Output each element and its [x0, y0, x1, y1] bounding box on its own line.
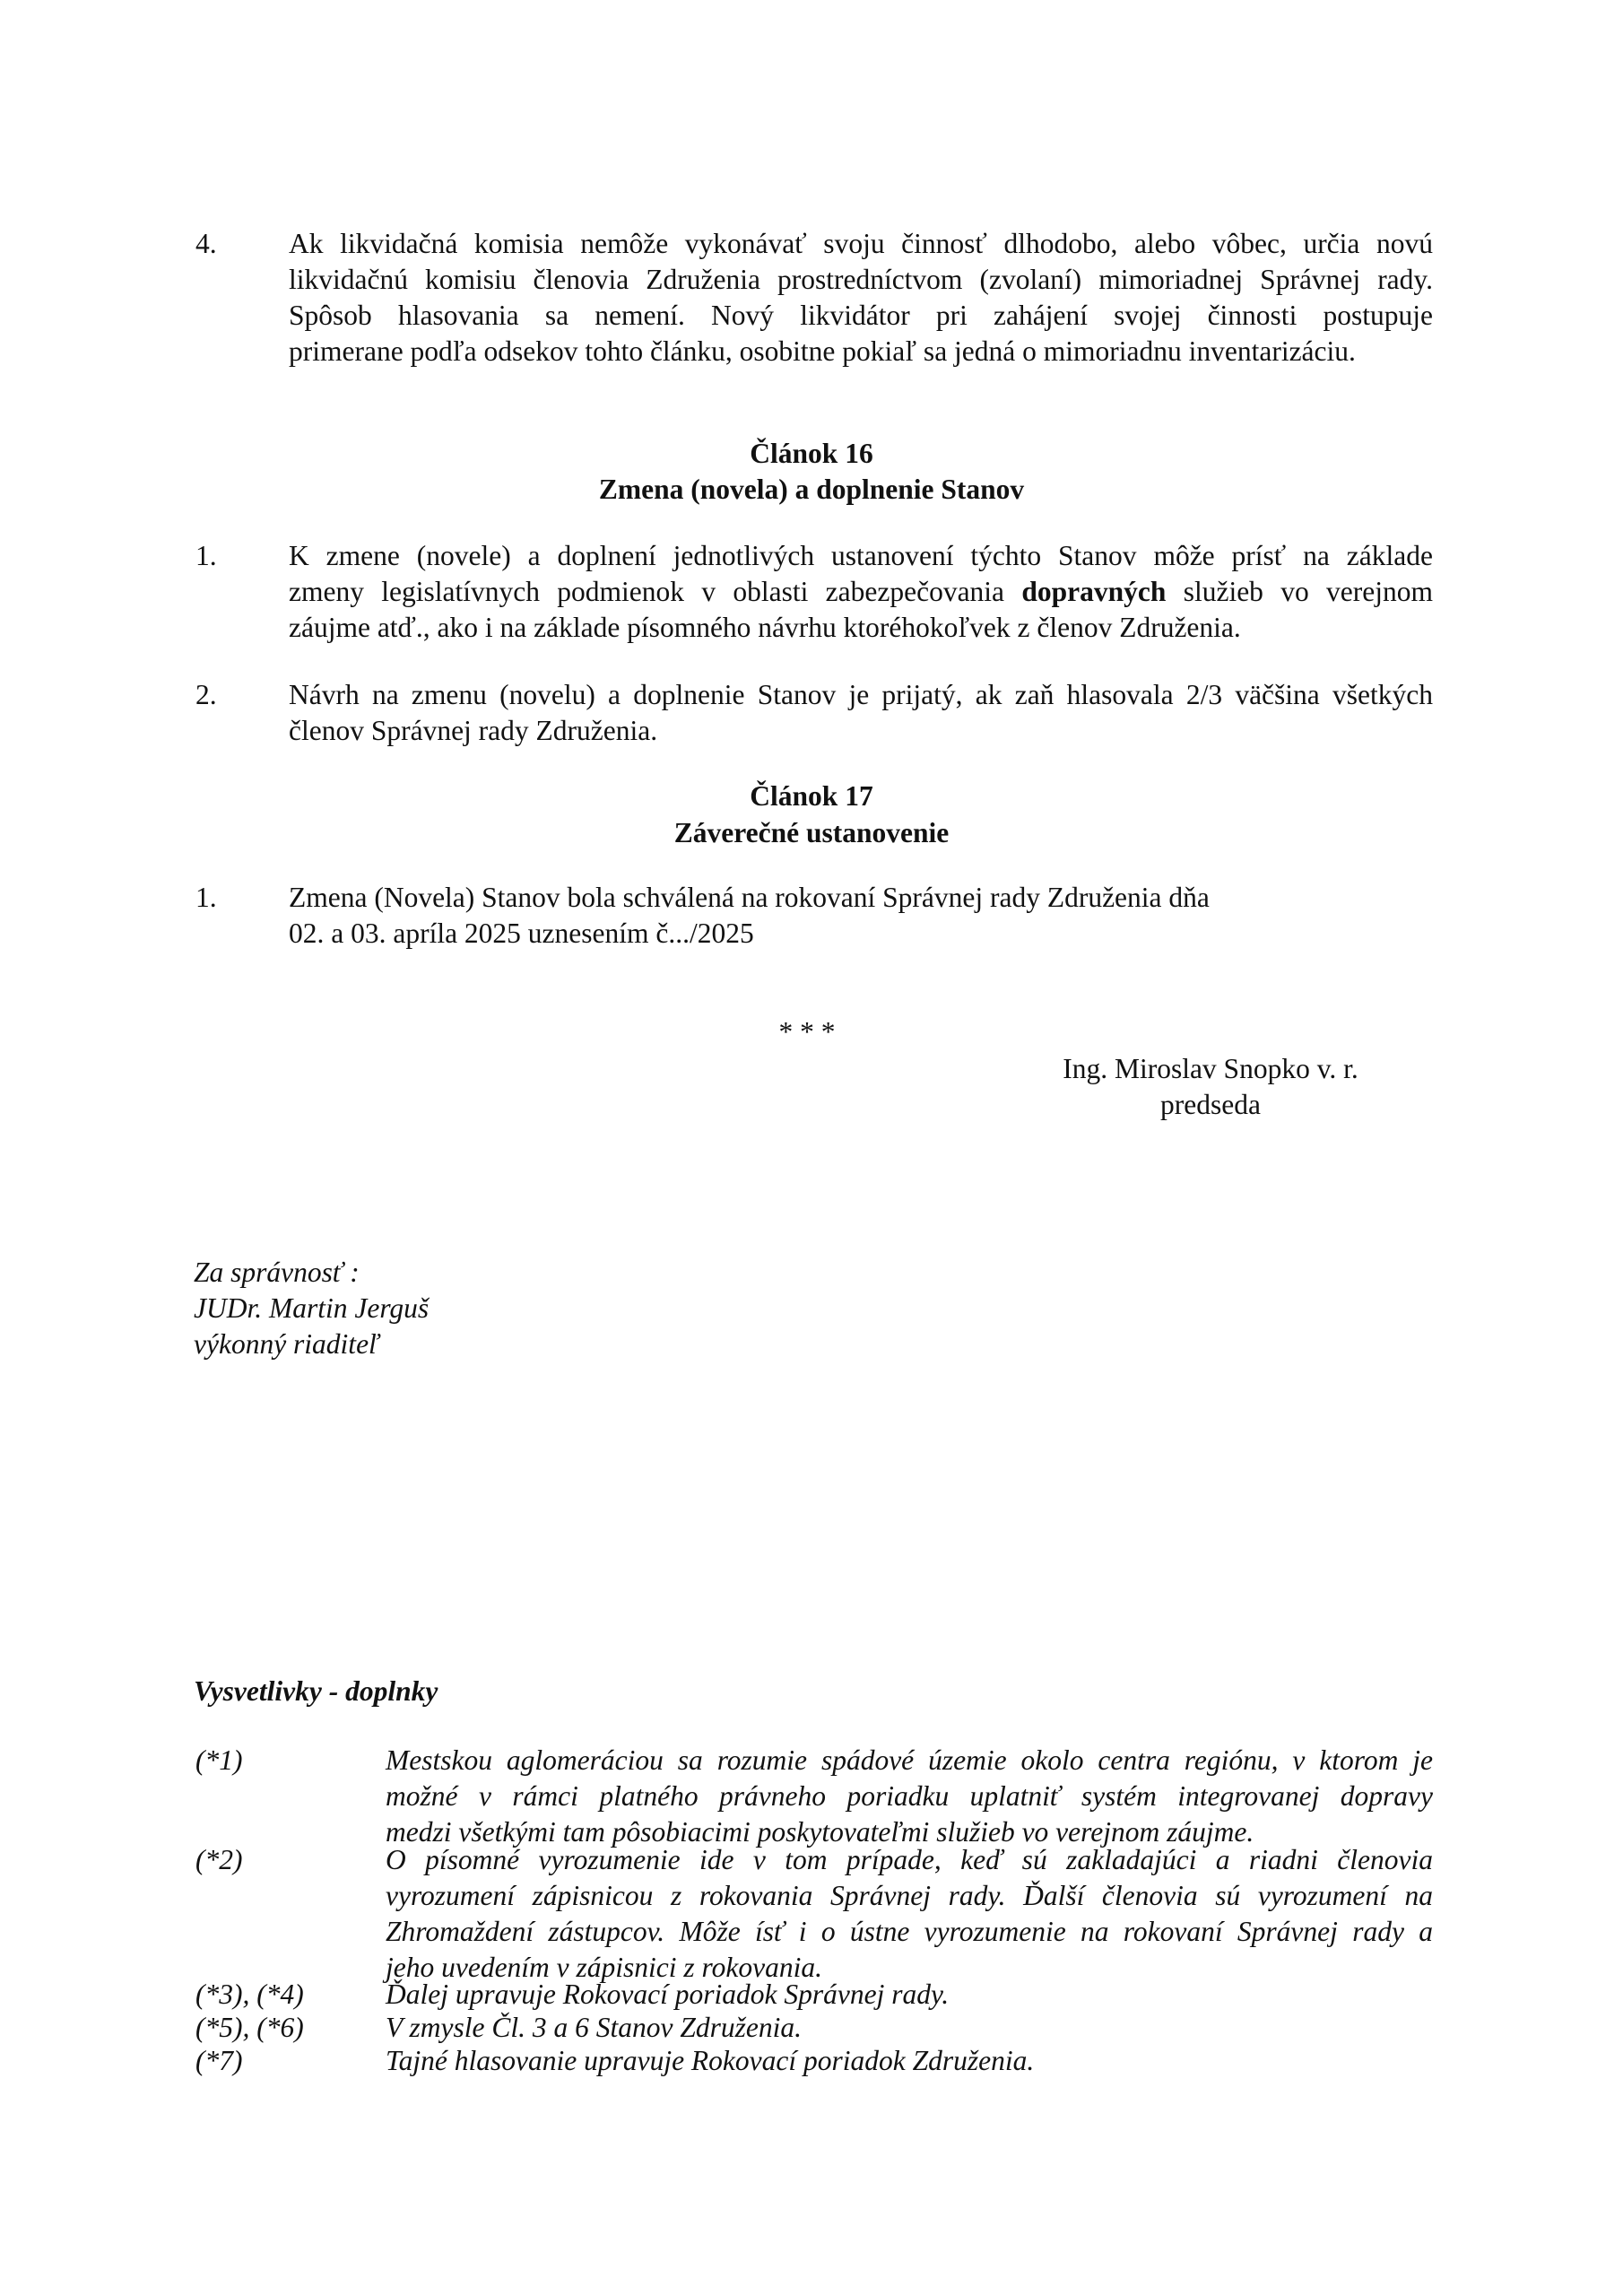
footnote-line: Tajné hlasovanie upravuje Rokovací poriadok Združenia. — [386, 2045, 1035, 2076]
correctness-block — [194, 1255, 732, 1362]
article-16-item-2 — [195, 677, 1433, 754]
item-line: záujme atď., ako i na základe písomného návrhu ktoréhokoľvek z členov Združenia. — [289, 612, 1241, 643]
item-line: členov Správnej rady Združenia. — [289, 715, 658, 746]
footnote-line: V zmysle Čl. 3 a 6 Stanov Združenia. — [386, 2012, 803, 2043]
footnote-3-4 — [195, 1977, 1433, 2014]
footnote-line: jeho uvedením v zápisnici z rokovania. — [386, 1952, 822, 1983]
footnote-text — [386, 1743, 1433, 1850]
item-number: 1. — [195, 540, 217, 571]
footnote-1 — [195, 1743, 1433, 1856]
correctness-name: JUDr. Martin Jerguš — [194, 1292, 430, 1324]
item-number: 4. — [195, 228, 217, 259]
footnote-label: (*7) — [195, 2045, 243, 2076]
item-number: 2. — [195, 679, 217, 710]
article-16-subtitle: Zmena (novela) a doplnenie Stanov — [598, 474, 1025, 505]
article-17-item-1 — [195, 880, 1433, 957]
footnote-line: vyrozumení zápisnicou z rokovania Správnej rady. Ďalší členovia sú vyrozumení na — [386, 1880, 1433, 1911]
footnote-line: Zhromaždení zástupcov. Môže ísť i o ústne vyrozumenie na rokovaní Správnej rady a — [386, 1916, 1433, 1947]
item-line: Zmena (Novela) Stanov bola schválená na rokovaní Správnej rady Združenia dňa — [289, 882, 1210, 913]
article-17-subtitle: Záverečné ustanovenie — [673, 817, 950, 848]
footnote-text — [386, 2043, 1433, 2079]
item-line-part: služieb vo verejnom — [1166, 576, 1433, 607]
correctness-label: Za správnosť : — [194, 1257, 360, 1288]
item-line — [289, 574, 1433, 610]
footnote-line: Mestskou aglomeráciou sa rozumie spádové územie okolo centra regiónu, v ktorom je — [386, 1744, 1433, 1776]
footnote-text — [386, 1842, 1433, 1986]
item-line-part: zmeny legislatívnych podmienok v oblasti zabezpečovania — [289, 576, 1022, 607]
footnote-label: (*3), (*4) — [195, 1979, 304, 2010]
item-text — [289, 538, 1433, 646]
article-15-item-4 — [195, 226, 1433, 378]
item-line: 02. a 03. apríla 2025 uznesením č.../2025 — [289, 918, 754, 949]
item-line: K zmene (novele) a doplnení jednotlivých ustanovení týchto Stanov môže prísť na základe — [289, 540, 1433, 571]
footnote-label: (*2) — [195, 1844, 243, 1875]
article-17-title: Článok 17 — [750, 780, 873, 812]
item-text — [289, 880, 1433, 952]
footnote-line: medzi všetkými tam pôsobiacimi poskytovateľmi služieb vo verejnom záujme. — [386, 1816, 1254, 1848]
item-line-bold-word: dopravných — [1021, 576, 1167, 607]
signature-name: Ing. Miroslav Snopko v. r. — [1063, 1053, 1358, 1084]
article-16-item-1 — [195, 538, 1433, 651]
item-line: Návrh na zmenu (novelu) a doplnenie Stanov je prijatý, ak zaň hlasovala 2/3 väčšina všetkých — [289, 679, 1433, 710]
footnote-line: O písomné vyrozumenie ide v tom prípade, keď sú zakladajúci a riadni členovia — [386, 1844, 1433, 1875]
notes-heading: Vysvetlivky - doplnky — [194, 1675, 438, 1707]
footnote-7 — [195, 2043, 1433, 2081]
footnote-2 — [195, 1842, 1433, 1995]
footnote-label: (*1) — [195, 1744, 243, 1776]
item-line: Ak likvidačná komisia nemôže vykonávať svoju činnosť dlhodobo, alebo vôbec, určia novú — [289, 228, 1433, 259]
footnote-text — [386, 1977, 1433, 2013]
item-text — [289, 677, 1433, 749]
item-line: Spôsob hlasovania sa nemení. Nový likvidátor pri zahájení svojej činnosti postupuje — [289, 300, 1433, 331]
item-line: likvidačnú komisiu členovia Združenia prostredníctvom (zvolaní) mimoriadnej Správnej rady. — [289, 264, 1433, 295]
footnote-label: (*5), (*6) — [195, 2012, 304, 2043]
footnote-5-6 — [195, 2010, 1433, 2048]
article-16-title: Článok 16 — [750, 438, 873, 469]
correctness-role: výkonný riaditeľ — [194, 1328, 379, 1360]
signature-block — [1022, 1051, 1399, 1123]
footnote-text — [386, 2010, 1433, 2046]
signature-role: predseda — [1160, 1089, 1261, 1120]
item-text — [289, 226, 1433, 370]
item-line: primerane podľa odsekov tohto článku, osobitne pokiaľ sa jedná o mimoriadnu inventarizáciu. — [289, 335, 1356, 367]
item-number: 1. — [195, 882, 217, 913]
footnote-line: Ďalej upravuje Rokovací poriadok Správnej rady. — [386, 1979, 950, 2010]
footnote-line: možné v rámci platného právneho poriadku uplatniť systém integrovanej dopravy — [386, 1780, 1433, 1812]
separator-asterisks: * * * — [778, 1016, 836, 1048]
